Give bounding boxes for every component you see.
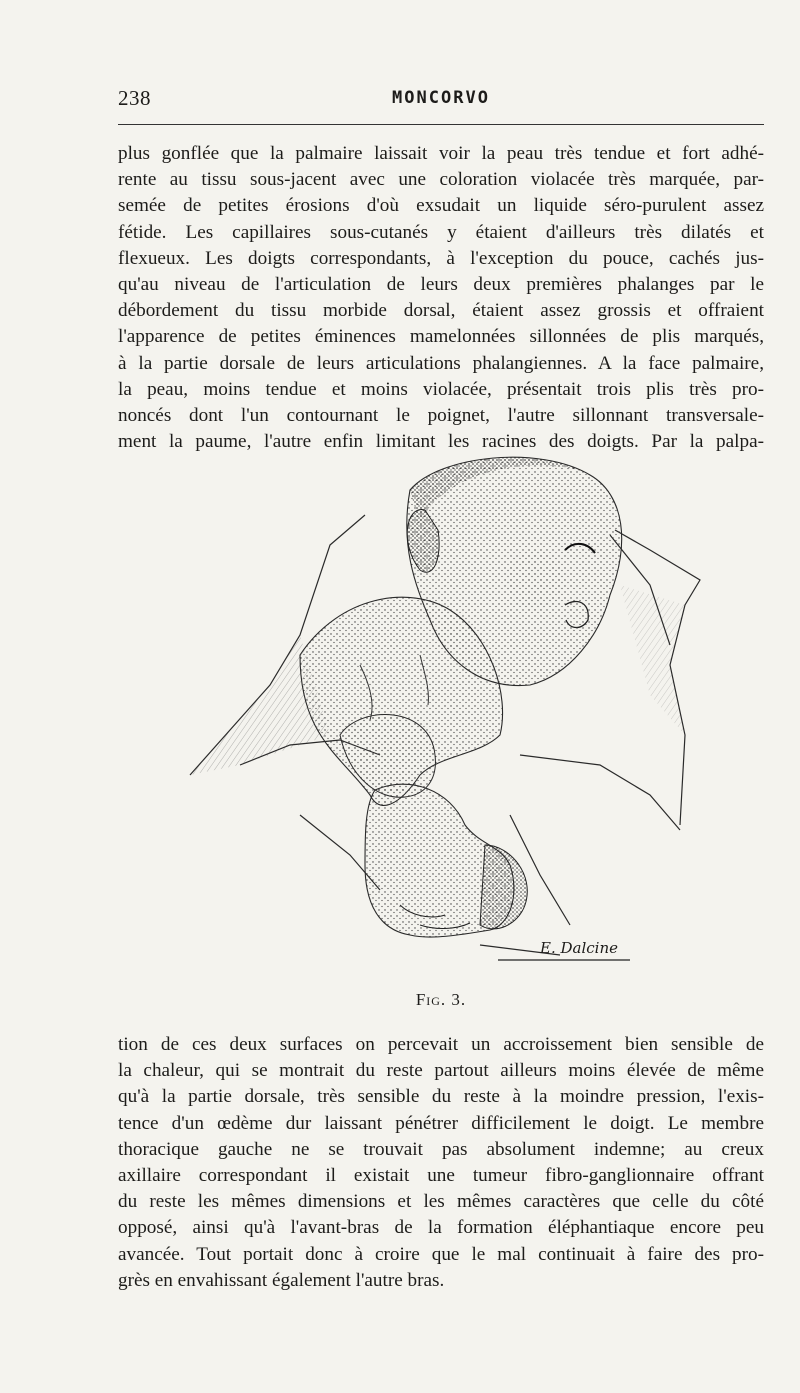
text-line: avancée. Tout portait donc à croire que le mal continuait à faire des pro- xyxy=(118,1243,764,1265)
text-line: tence d'un œdème dur laissant pénétrer difficilement le doigt. Le membre xyxy=(118,1112,764,1134)
paragraph-bottom xyxy=(118,1032,764,1294)
paragraph-top xyxy=(118,141,764,455)
figure-illustration xyxy=(180,435,710,980)
text-line: ment la paume, l'autre enfin limitant les racines des doigts. Par la palpa- xyxy=(118,431,764,453)
text-line: fétide. Les capillaires sous-cutanés y étaient d'ailleurs très dilatés et xyxy=(118,221,764,243)
text-line: du reste les mêmes dimensions et les mêmes caractères que celle du côté xyxy=(118,1191,764,1213)
text-line: grès en envahissant également l'autre bras. xyxy=(118,1269,445,1291)
running-head xyxy=(118,86,764,114)
running-title: MONCORVO xyxy=(392,88,490,108)
text-line: la chaleur, qui se montrait du reste partout ailleurs moins élevée de même xyxy=(118,1060,764,1082)
page-number: 238 xyxy=(118,86,151,110)
text-line: plus gonflée que la palmaire laissait voir la peau très tendue et fort adhé- xyxy=(118,143,764,164)
text-line: flexueux. Les doigts correspondants, à l'exception du pouce, cachés jus- xyxy=(118,247,764,269)
text-line: à la partie dorsale de leurs articulations phalangiennes. A la face palmaire, xyxy=(118,352,764,374)
text-line: l'apparence de petites éminences mamelonnées sillonnées de plis marqués, xyxy=(118,326,764,348)
text-line: opposé, ainsi qu'à l'avant-bras de la formation éléphantiaque encore peu xyxy=(118,1217,764,1239)
text-line: noncés dont l'un contournant le poignet, l'autre sillonnant transversale- xyxy=(118,404,764,426)
text-line: qu'à la partie dorsale, très sensible du reste à la moindre pression, l'exis- xyxy=(118,1086,764,1108)
signature-text: E. Dalcine xyxy=(540,939,618,957)
header-rule xyxy=(118,124,764,125)
text-line: qu'au niveau de l'articulation de leurs deux premières phalanges par le xyxy=(118,273,764,295)
text-line: thoracique gauche ne se trouvait pas absolument indemne; au creux xyxy=(118,1138,764,1160)
text-line: la peau, moins tendue et moins violacée, présentait trois plis très pro- xyxy=(118,378,764,400)
text-line: axillaire correspondant il existait une tumeur fibro-ganglionnaire offrant xyxy=(118,1164,764,1186)
figure-caption: Fig. 3. xyxy=(415,990,467,1009)
text-line: débordement du tissu morbide dorsal, étaient assez grossis et offraient xyxy=(118,300,764,322)
text-line: semée de petites érosions d'où exsudait un liquide séro-purulent assez xyxy=(118,195,764,217)
text-line: rente au tissu sous-jacent avec une coloration violacée très marquée, par- xyxy=(118,169,764,191)
text-line: tion de ces deux surfaces on percevait un accroissement bien sensible de xyxy=(118,1034,764,1055)
